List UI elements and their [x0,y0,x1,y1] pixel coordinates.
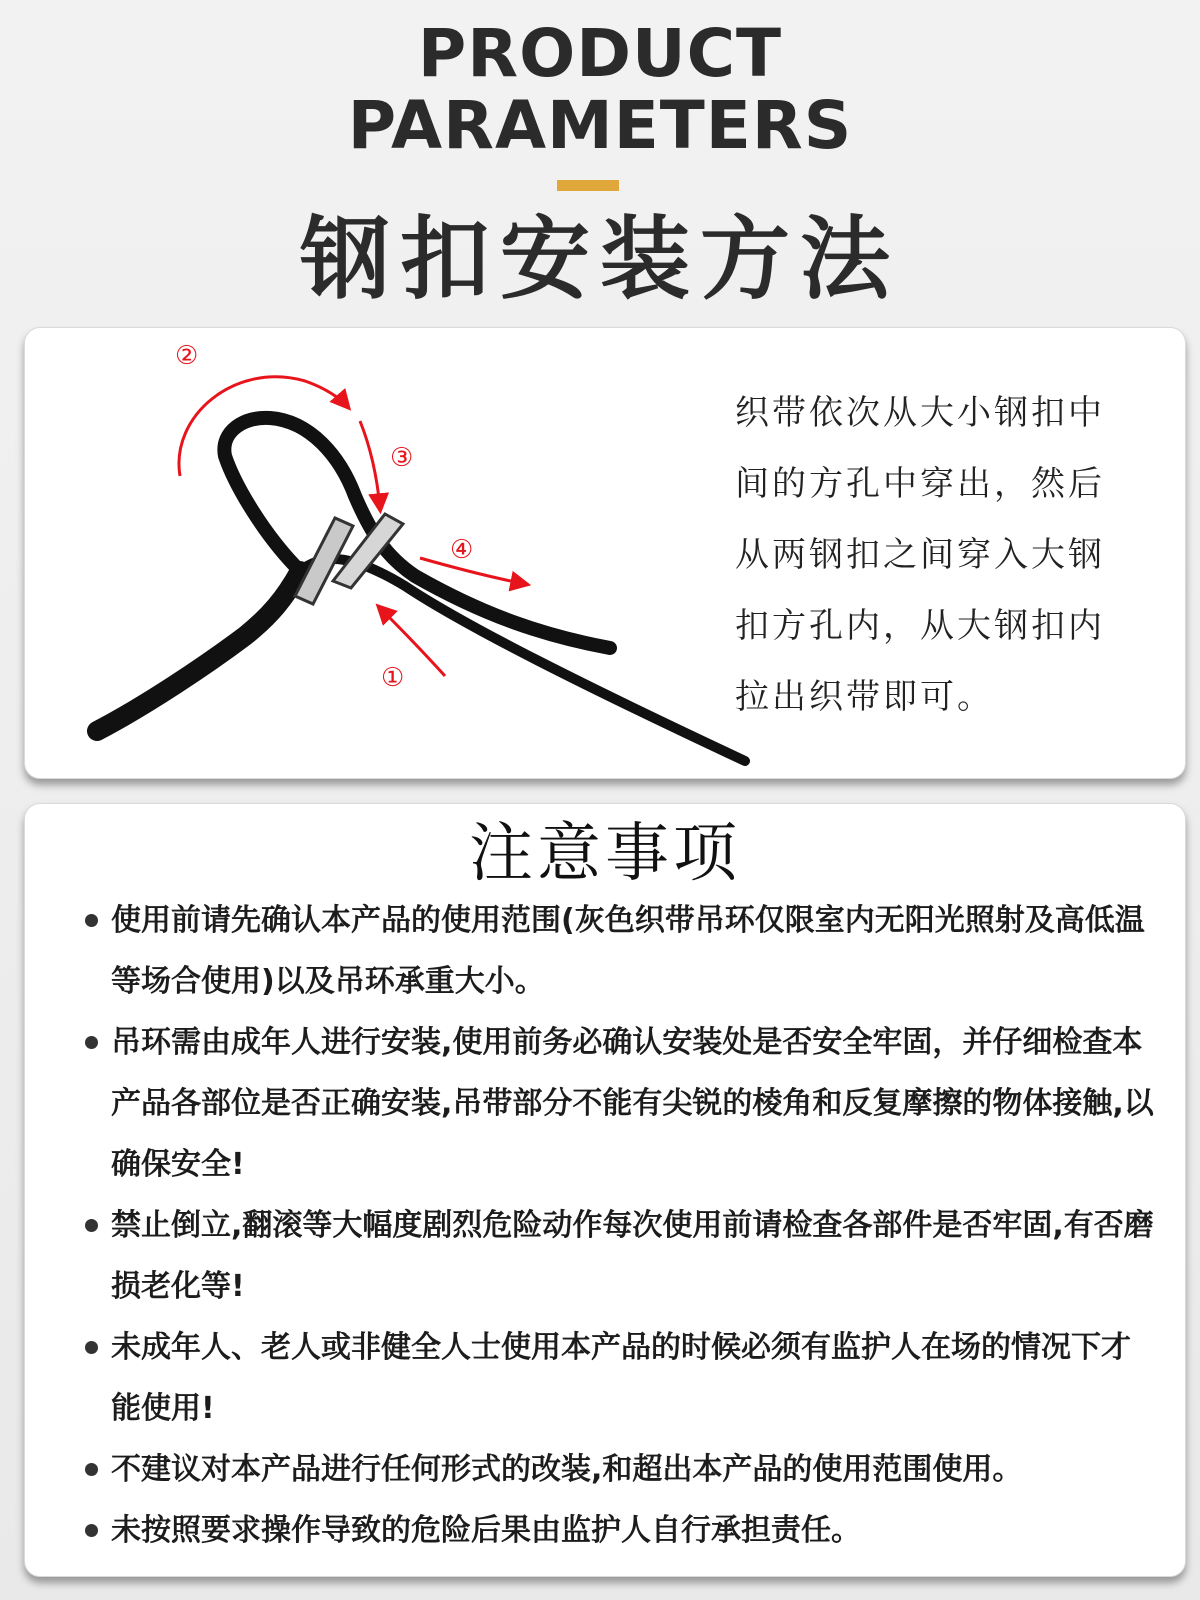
arrow-step-3 [360,421,380,508]
bullet-icon [85,1036,98,1049]
title-parameters: PARAMETERS [347,87,853,164]
install-instructions [735,378,1155,733]
note-text: 未成年人、老人或非健全人士使用本产品的时候必须有监护人在场的情况下才能使用! [111,1330,1131,1426]
instruction-line: 拉出织带即可。 [735,677,994,717]
buckle-install-diagram [85,336,785,776]
list-item [85,1500,1160,1561]
list-item [85,1195,1160,1317]
step-label-3: ③ [390,443,414,473]
notes-title: 注意事项 [469,817,741,891]
list-item [85,1012,1160,1195]
list-item [85,890,1160,1012]
step-label-4: ④ [450,535,474,565]
note-text: 使用前请先确认本产品的使用范围(灰色织带吊环仅限室内无阳光照射及高低温等场合使用)以及吊环承重大小。 [111,903,1145,999]
bullet-icon [85,914,98,927]
list-item [85,1439,1160,1500]
install-card [24,327,1186,779]
list-item [85,1317,1160,1439]
note-text: 禁止倒立,翻滚等大幅度剧烈危险动作每次使用前请检查各部件是否牢固,有否磨损老化等! [111,1208,1154,1304]
accent-bar [557,180,619,191]
instruction-line: 织带依次从大小钢扣中 [735,393,1105,433]
step-label-2: ② [175,341,199,371]
notes-card [24,803,1186,1577]
bullet-icon [85,1219,98,1232]
step-label-1: ① [381,663,405,693]
install-method-title: 钢扣安装方法 [300,207,900,312]
strap [97,418,745,761]
note-text: 未按照要求操作导致的危险后果由监护人自行承担责任。 [111,1513,861,1548]
page-header [0,0,1200,320]
bullet-icon [85,1341,98,1354]
instruction-line: 从两钢扣之间穿入大钢 [735,535,1105,575]
notes-list [85,890,1160,1561]
instruction-line: 间的方孔中穿出，然后 [735,464,1105,504]
note-text: 吊环需由成年人进行安装,使用前务必确认安装处是否安全牢固，并仔细检查本产品各部位是否正确安装,吊带部分不能有尖锐的棱角和反复摩擦的物体接触,以确保安全! [111,1025,1154,1182]
note-text: 不建议对本产品进行任何形式的改装,和超出本产品的使用范围使用。 [111,1452,1023,1487]
arrow-step-2 [179,377,347,476]
bullet-icon [85,1524,98,1537]
title-product: PRODUCT [417,15,783,92]
bullet-icon [85,1463,98,1476]
instruction-line: 扣方孔内，从大钢扣内 [735,606,1105,646]
